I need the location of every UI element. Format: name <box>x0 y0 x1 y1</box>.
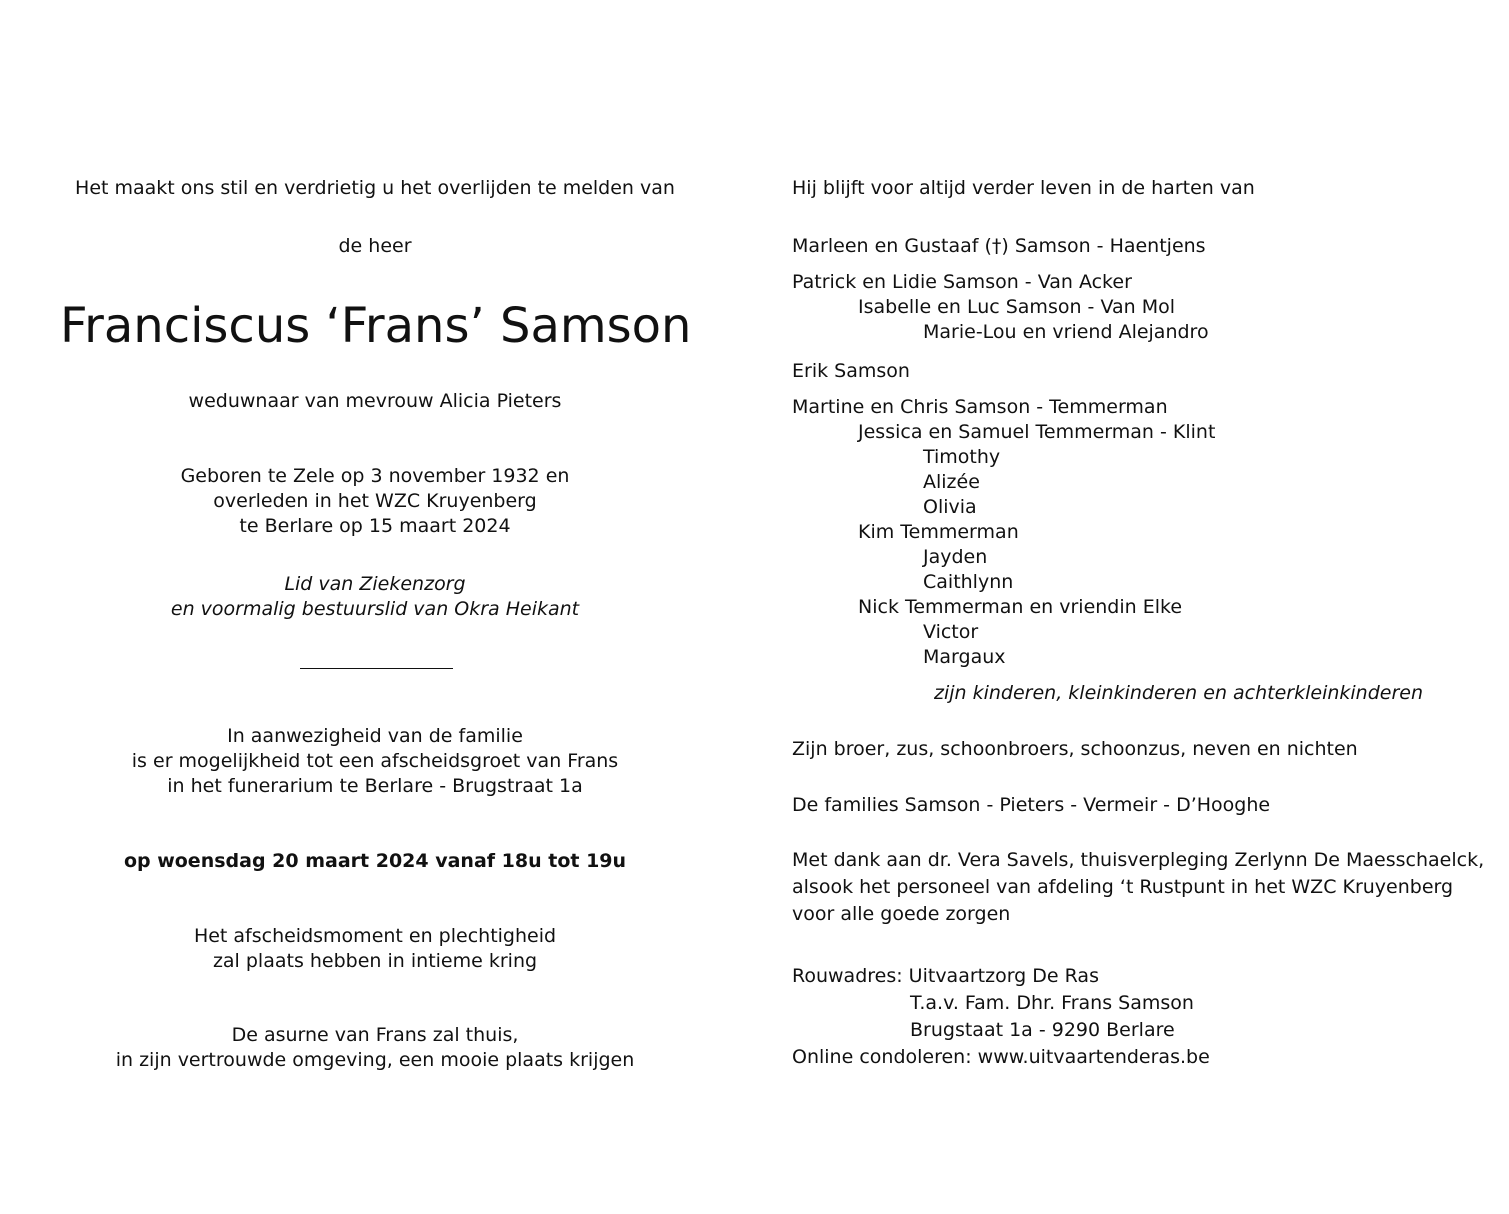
thanks-line: voor alle goede zorgen <box>792 903 1011 925</box>
family-member: Margaux <box>923 646 1006 668</box>
online-condolence-line: Online condoleren: www.uitvaartenderas.be <box>792 1046 1210 1068</box>
address-line: T.a.v. Fam. Dhr. Frans Samson <box>910 992 1194 1014</box>
family-member: Martine en Chris Samson - Temmerman <box>792 396 1168 418</box>
families-line: De families Samson - Pieters - Vermeir - D’Hooghe <box>792 794 1271 816</box>
family-member: Nick Temmerman en vriendin Elke <box>858 596 1183 618</box>
deceased-name: Franciscus ‘Frans’ Samson <box>60 298 692 354</box>
urn-line: in zijn vertrouwde omgeving, een mooie plaats krijgen <box>115 1049 635 1071</box>
widower-line: weduwnaar van mevrouw Alicia Pieters <box>188 390 562 412</box>
family-member: Kim Temmerman <box>858 521 1019 543</box>
family-member: Marleen en Gustaaf (†) Samson - Haentjens <box>792 235 1206 257</box>
thanks-line: alsook het personeel van afdeling ‘t Rustpunt in het WZC Kruyenberg <box>792 876 1454 898</box>
siblings-line: Zijn broer, zus, schoonbroers, schoonzus, neven en nichten <box>792 738 1358 760</box>
family-label: zijn kinderen, kleinkinderen en achterkleinkinderen <box>934 682 1424 704</box>
ceremony-line: Het afscheidsmoment en plechtigheid <box>193 925 557 947</box>
family-member: Erik Samson <box>792 360 910 382</box>
remembrance-intro: Hij blijft voor altijd verder leven in de harten van <box>792 177 1255 199</box>
presence-block <box>60 724 690 799</box>
family-member: Jessica en Samuel Temmerman - Klint <box>858 421 1216 443</box>
urn-block <box>60 1023 690 1073</box>
address-line: Rouwadres: Uitvaartzorg De Ras <box>792 965 1099 987</box>
membership-line: en voormalig bestuurslid van Okra Heikant <box>170 598 580 620</box>
membership-block <box>60 572 690 622</box>
ceremony-block <box>60 924 690 974</box>
presence-line: is er mogelijkheid tot een afscheidsgroet van Frans <box>131 750 619 772</box>
family-member: Olivia <box>923 496 977 518</box>
ceremony-line: zal plaats hebben in intieme kring <box>212 950 538 972</box>
family-member: Marie-Lou en vriend Alejandro <box>923 321 1209 343</box>
death-place-line: te Berlare op 15 maart 2024 <box>239 515 511 537</box>
thanks-line: Met dank aan dr. Vera Savels, thuisverpleging Zerlynn De Maesschaelck, <box>792 849 1485 871</box>
intro-text: Het maakt ons stil en verdrietig u het overlijden te melden van <box>75 177 675 199</box>
presence-line: in het funerarium te Berlare - Brugstraat 1a <box>167 775 583 797</box>
family-member: Caithlynn <box>923 571 1014 593</box>
family-member: Isabelle en Luc Samson - Van Mol <box>858 296 1175 318</box>
membership-line: Lid van Ziekenzorg <box>284 573 466 595</box>
family-member: Jayden <box>923 546 988 568</box>
urn-line: De asurne van Frans zal thuis, <box>231 1024 519 1046</box>
family-member: Alizée <box>923 471 980 493</box>
address-line: Brugstaat 1a - 9290 Berlare <box>910 1019 1175 1041</box>
presence-line: In aanwezigheid van de familie <box>227 725 523 747</box>
family-member: Timothy <box>923 446 1001 468</box>
birth-death-block <box>60 464 690 539</box>
visitation-date: op woensdag 20 maart 2024 vanaf 18u tot 19u <box>123 850 627 872</box>
death-line: overleden in het WZC Kruyenberg <box>213 490 537 512</box>
family-member: Victor <box>923 621 979 643</box>
family-member: Patrick en Lidie Samson - Van Acker <box>792 271 1132 293</box>
divider-line <box>300 668 453 669</box>
title-prefix: de heer <box>338 235 412 257</box>
birth-line: Geboren te Zele op 3 november 1932 en <box>180 465 570 487</box>
